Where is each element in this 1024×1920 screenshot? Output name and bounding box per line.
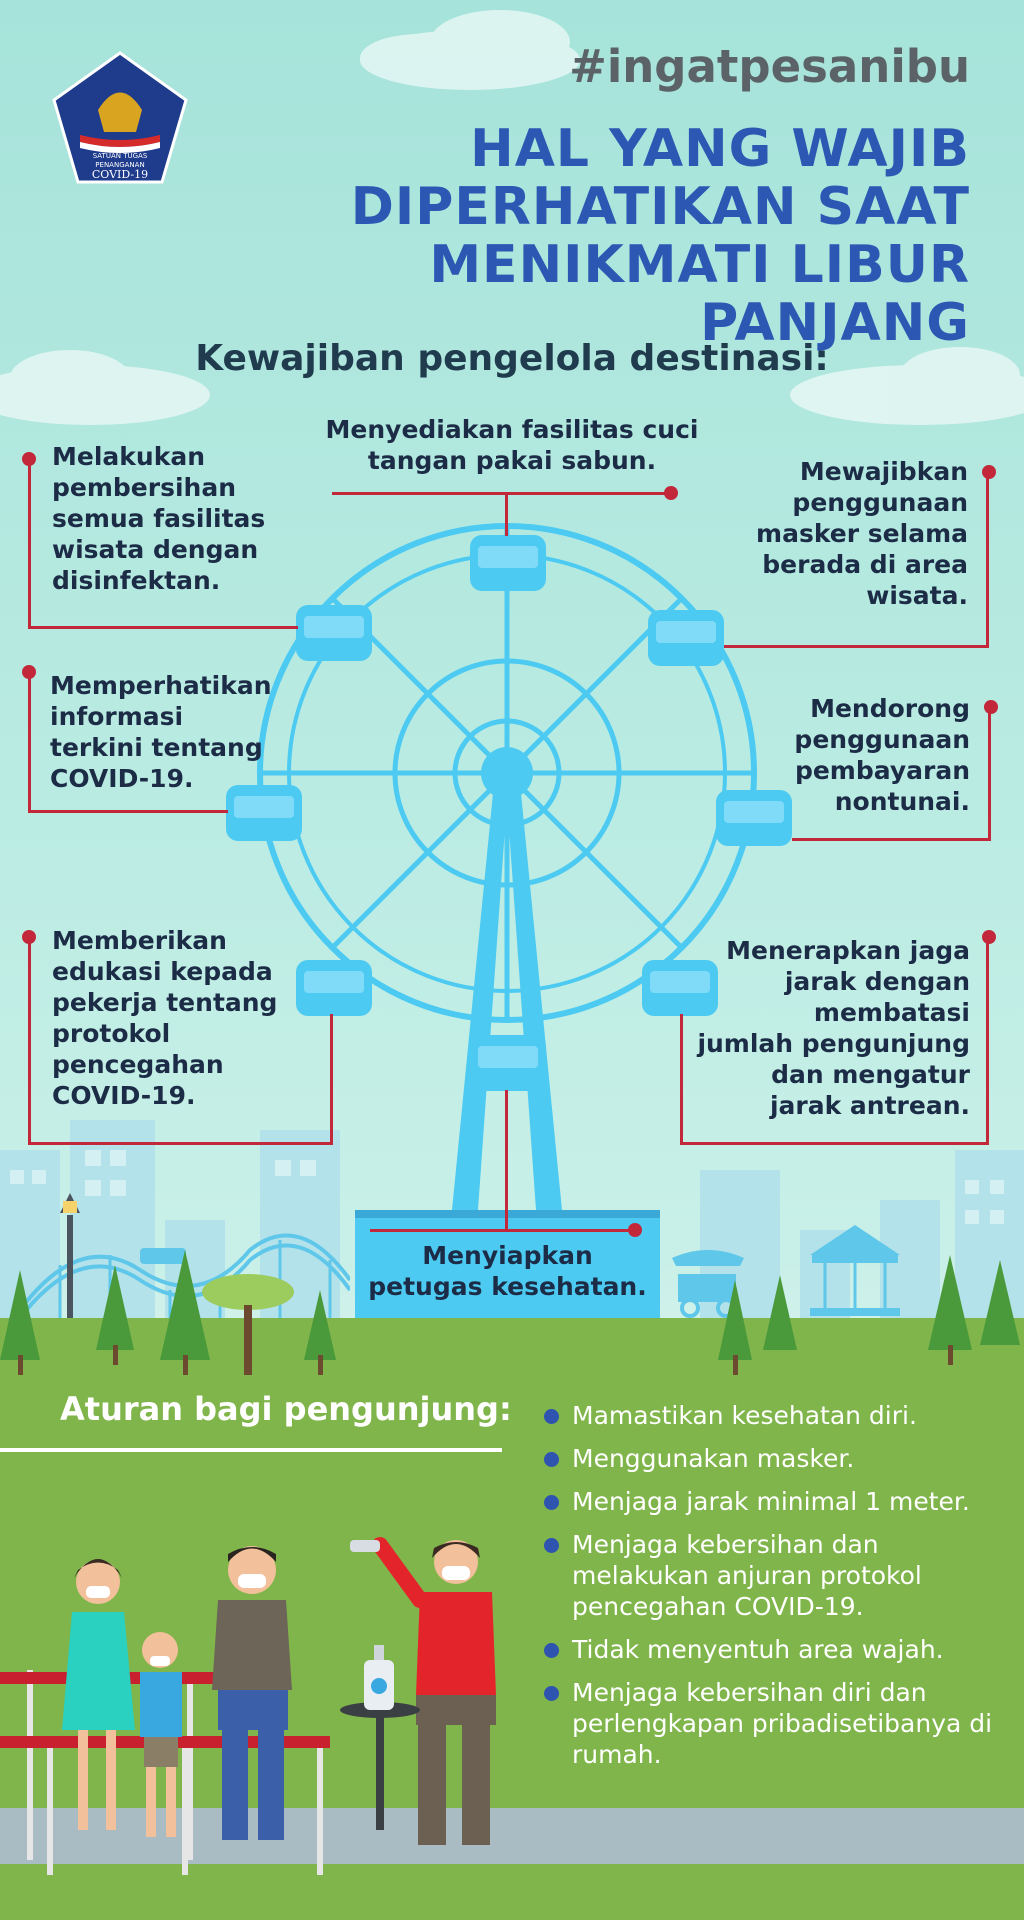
rule-text: Menjaga jarak minimal 1 meter.: [572, 1487, 970, 1516]
connector-right-bottom-h: [680, 1142, 989, 1145]
note-right-mid: [740, 693, 970, 817]
bullet-icon: [544, 1643, 559, 1658]
bullet-icon: [544, 1495, 559, 1510]
note-line: jumlah pengunjung: [697, 1029, 970, 1058]
note-line: pekerja tentang: [52, 988, 278, 1017]
note-line: protokol: [52, 1019, 171, 1048]
connector-dot: [628, 1223, 642, 1237]
note-line: berada di area: [762, 550, 968, 579]
visitors-illustration: [0, 1500, 520, 1880]
rule-item: [540, 1677, 1010, 1770]
note-line: semua fasilitas: [52, 504, 266, 533]
note-line: wisata dengan: [52, 535, 259, 564]
note-line: COVID-19.: [50, 764, 194, 793]
connector-left-top: [28, 458, 31, 628]
rule-text: Menjaga kebersihan diri dan perlengkapan pribadisetibanya di rumah.: [572, 1678, 993, 1769]
note-line: Memberikan: [52, 926, 227, 955]
visitor-heading: Aturan bagi pengunjung:: [60, 1390, 512, 1428]
note-left-mid: [50, 670, 290, 794]
note-line: jarak antrean.: [769, 1091, 970, 1120]
connector-right-mid: [988, 706, 991, 841]
connector-left-bottom-up: [330, 1014, 333, 1145]
note-line: Mewajibkan: [799, 457, 968, 486]
connector-dot: [984, 700, 998, 714]
rule-item: [540, 1400, 1010, 1431]
note-line: pembersihan: [52, 473, 236, 502]
note-line: Menerapkan jaga: [726, 936, 970, 965]
connector-right-bottom-up: [680, 1014, 683, 1145]
logo-line1: SATUAN TUGAS: [92, 152, 148, 160]
connector-dot: [982, 465, 996, 479]
rule-text: Menggunakan masker.: [572, 1444, 855, 1473]
connector-dot: [664, 486, 678, 500]
note-line: dan mengatur: [771, 1060, 970, 1089]
note-line: disinfektan.: [52, 566, 221, 595]
title-line: DIPERHATIKAN SAAT: [350, 177, 970, 237]
note-line: jarak dengan: [784, 967, 970, 996]
note-line: penggunaan: [792, 488, 968, 517]
rule-text: Menjaga kebersihan dan melakukan anjuran protokol pencegahan COVID-19.: [572, 1530, 922, 1621]
note-line: Mendorong: [810, 694, 970, 723]
note-top: Menyediakan fasilitas cuci tangan pakai sabun.: [325, 415, 699, 475]
connector-bottom-h: [370, 1229, 636, 1232]
note-line: Menyiapkan: [422, 1241, 593, 1270]
note-line: Melakukan: [52, 442, 205, 471]
connector-right-top-h: [724, 645, 989, 648]
hashtag: #ingatpesanibu: [569, 40, 970, 93]
connector-top: [332, 492, 672, 495]
note-line: informasi: [50, 702, 184, 731]
connector-right-top: [986, 471, 989, 647]
note-line: petugas kesehatan.: [368, 1272, 647, 1301]
destination-heading: Kewajiban pengelola destinasi:: [195, 338, 829, 379]
connector-right-mid-h: [792, 838, 991, 841]
connector-left-mid-h: [28, 810, 228, 813]
note-line: membatasi: [813, 998, 970, 1027]
rule-item: [540, 1486, 1010, 1517]
title-line: MENIKMATI LIBUR PANJANG: [429, 235, 970, 353]
note-line: masker selama: [756, 519, 968, 548]
connector-dot: [982, 930, 996, 944]
rule-text: Tidak menyentuh area wajah.: [572, 1635, 944, 1664]
note-line: pembayaran: [794, 756, 970, 785]
connector-bottom: [505, 1090, 508, 1231]
connector-right-bottom: [986, 936, 989, 1144]
connector-left-bottom-h: [28, 1142, 333, 1145]
logo-line2: PENANGANAN: [95, 161, 145, 169]
bullet-icon: [544, 1452, 559, 1467]
note-left-top: [52, 441, 292, 596]
logo-line3: COVID-19: [91, 168, 149, 181]
visitor-rules: [540, 1400, 1010, 1782]
note-line: COVID-19.: [52, 1081, 196, 1110]
note-line: terkini tentang: [50, 733, 263, 762]
visitor-heading-underline: [0, 1448, 502, 1452]
note-line: pencegahan: [52, 1050, 224, 1079]
note-line: wisata.: [866, 581, 968, 610]
bullet-icon: [544, 1538, 559, 1553]
note-line: edukasi kepada: [52, 957, 273, 986]
bullet-icon: [544, 1686, 559, 1701]
note-line: Memperhatikan: [50, 671, 272, 700]
note-left-bottom: [52, 925, 312, 1111]
note-line: penggunaan: [794, 725, 970, 754]
note-line: nontunai.: [834, 787, 970, 816]
rule-item: [540, 1634, 1010, 1665]
title-line: HAL YANG WAJIB: [470, 119, 970, 179]
rule-item: [540, 1529, 1010, 1622]
rule-text: Mamastikan kesehatan diri.: [572, 1401, 917, 1430]
connector-top-drop: [505, 492, 508, 536]
connector-left-bottom: [28, 936, 31, 1144]
trees: [0, 1250, 1024, 1380]
connector-left-mid: [28, 671, 31, 812]
connector-left-top-h: [28, 626, 298, 629]
note-right-top: [700, 456, 968, 611]
bullet-icon: [544, 1409, 559, 1424]
rule-item: [540, 1443, 1010, 1474]
note-right-bottom: [690, 935, 970, 1121]
